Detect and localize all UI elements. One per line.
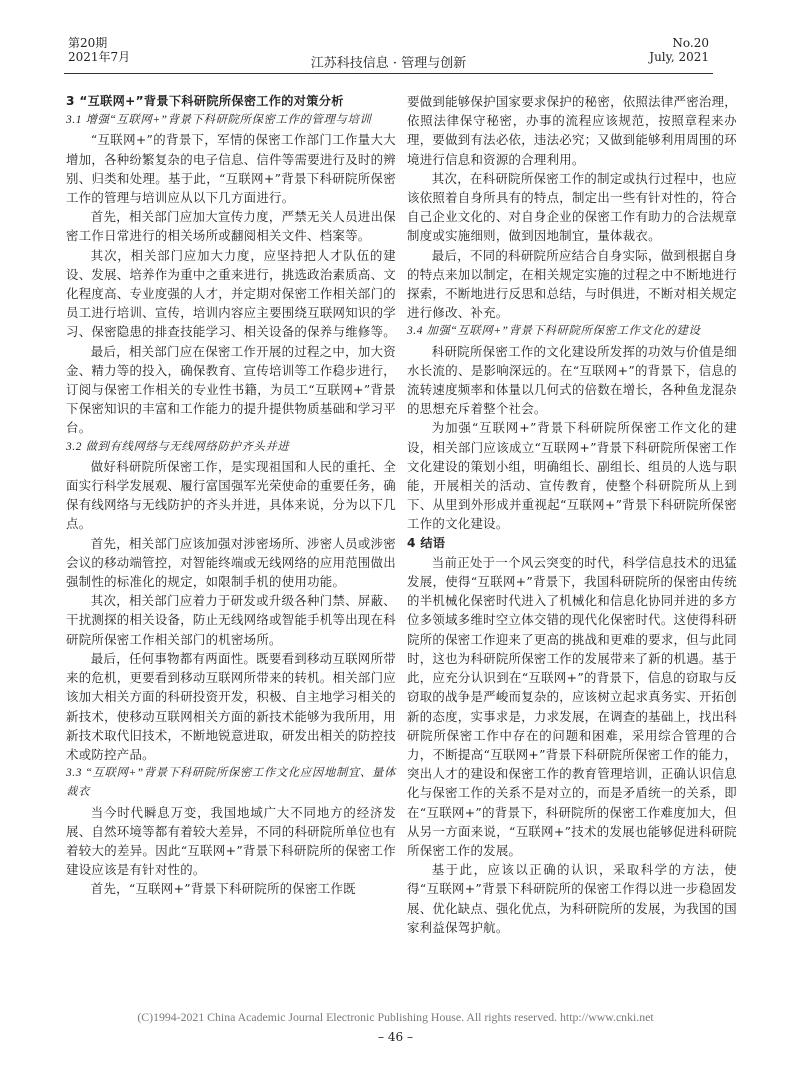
paragraph: 当今时代瞬息万变，我国地域广大不同地方的经济发展、自然环境等都有着较大差异，不同的科研院所单位也有着较大的差异。因此“互联网+”背景下科研院所的保密工作建设应该是有针对性的。 — [66, 804, 396, 878]
right-column — [407, 92, 737, 937]
issue-en: No.20 — [672, 36, 709, 50]
paragraph: 当前正处于一个风云突变的时代，科学信息技术的迅猛发展，使得“互联网+”背景下，我国科研院所的保密由传统的半机械化保密时代进入了机械化和信息化协同并进的多方位多领域多维时空立体交错的现代化保密时代。这使得科研院所的保密工作迎来了更高的挑战和更难的要求，但与此同时，这也为科研院所保密工作的发展带来了新的机遇。基于此，应充分认识到在“互联网+”的背景下，信息的窃取与反窃取的战争是严峻而复杂的，应该树立起求真务实、开拓创新的态度，实事求是，力求发展，在调查的基础上，找出科研院所保密工作中存在的问题和困难，采用综合管理的合力，不断提高“互联网+”背景下科研院所保密工作的能力，突出人才的建设和保密工作的教育管理培训，正确认识信息化与保密工作的关系不是对立的，而是矛盾统一的关系，即在“互联网+”的背景下，科研院所的保密工作难度加大，但从另一方面来说，“互联网+”技术的发展也能够促进科研院所保密工作的发展。 — [407, 554, 737, 858]
paragraph: 基于此，应该以正确的认识，采取科学的方法，使得“互联网+”背景下科研院所的保密工作得以进一步稳固发展、优化缺点、强化优点，为科研院所的发展，为我国的国家利益保驾护航。 — [407, 862, 737, 935]
paragraph: 首先，“互联网+”背景下科研院所的保密工作既 — [90, 881, 356, 897]
page-header — [68, 30, 709, 70]
subsection-heading: 3.1 增强“互联网+”背景下科研院所保密工作的管理与培训 — [66, 114, 372, 127]
paragraph: 其次，相关部门应着力于研发或升级各种门禁、屏蔽、干扰测探的相关设备，防止无线网络或智能手机等出现在科研院所保密工作相关部门的机密场所。 — [66, 593, 396, 647]
header-right — [649, 36, 709, 64]
date-cn: 2021年7月 — [68, 50, 131, 64]
paragraph: 最后，相关部门应在保密工作开展的过程之中，加大资金、精力等的投入，确保教育、宣传培训等工作稳步进行，订阅与保密工作相关的专业性书籍，为员工“互联网+”背景下保密知识的丰富和工作能力的提升提供物质基础和学习平台。 — [66, 343, 396, 436]
header-rule — [64, 73, 713, 74]
paragraph: 要做到能够保护国家要求保护的秘密，依照法律严密治理，依照法律保守秘密，办事的流程应该规范，按照章程来办理，要做到有法必依，违法必究；又做到能够利用周围的环境进行信息和资源的合理利用。 — [407, 94, 737, 167]
paragraph: 科研院所保密工作的文化建设所发挥的功效与价值是细水长流的、是影响深远的。在“互联网+”的背景下，信息的流转速度频率和体量以几何式的倍数在增长，各种鱼龙混杂的思想充斥着整个社会。 — [407, 343, 737, 417]
left-column — [66, 92, 396, 899]
paragraph: 为加强“互联网+”背景下科研院所保密工作文化的建设，相关部门应该成立“互联网+”背景下科研院所保密工作文化建设的策划小组，明确组长、副组长、组员的人选与职能，开展相关的活动、宣传教育，使整个科研院所从上到下、从里到外形成并重视起“互联网+”背景下科研院所保密工作的文化建设。 — [407, 420, 737, 532]
date-en: July, 2021 — [649, 50, 709, 64]
paragraph: 首先，相关部门应加大宣传力度，严禁无关人员进出保密工作日常进行的相关场所或翻阅相关文件、档案等。 — [66, 209, 396, 244]
paragraph: 做好科研院所保密工作，是实现祖国和人民的重托、全面实行科学发展观、履行富国强军光荣使命的重要任务，确保有线网络与无线防护的齐头并进，具体来说，分为以下几点。 — [66, 458, 396, 532]
page-number: – 46 – — [378, 1030, 413, 1044]
issue-cn: 第20期 — [68, 36, 108, 50]
paragraph: “互联网+”的背景下，军情的保密工作部门工作量大大增加，各种纷繁复杂的电子信息、信件等需要进行及时的辨别、归类和处理。基于此，“互联网+”背景下科研院所保密工作的管理与培训应从以下几方面进行。 — [66, 132, 396, 206]
journal-title: 江苏科技信息 · 管理与创新 — [310, 56, 467, 71]
paragraph: 首先，相关部门应该加强对涉密场所、涉密人员或涉密会议的移动端管控，对智能终端或无线网络的应用范围做出强制性的标准化的规定，如限制手机的使用功能。 — [66, 535, 396, 590]
paragraph: 其次，在科研院所保密工作的制定或执行过程中，也应该依照着自身所具有的特点，制定出一些有针对性的，符合自己企业文化的、对自身企业的保密工作有助力的合法规章制度或实施细则，做到因地制宜，量体裁衣。 — [407, 170, 737, 244]
paragraph: 最后，任何事物都有两面性。既要看到移动互联网所带来的危机，更要看到移动互联网所带来的转机。相关部门应该加大相关方面的科研投资开发，积极、自主地学习相关的新技术，使移动互联网相关方面的新技术能够为我所用，用新技术取代旧技术，不断地锐意进取，研发出相关的防控技术或防控产品。 — [66, 650, 396, 762]
subsection-heading: 3.4 加强“互联网+”背景下科研院所保密工作文化的建设 — [407, 325, 701, 338]
section-heading: 4 结语 — [407, 535, 446, 550]
subsection-heading: 3.2 做到有线网络与无线网络防护齐头并进 — [66, 440, 290, 453]
paragraph: 最后，不同的科研院所应结合自身实际，做到根据自身的特点来加以制定，在相关规定实施的过程之中不断地进行探索，不断地进行反思和总结，与时俱进，不断对相关规定进行修改、补充。 — [407, 247, 737, 321]
copyright-footer: (C)1994-2021 China Academic Journal Electronic Publishing House. All rights reserved. http://www.cnki.net — [137, 1010, 654, 1024]
subsection-heading: 3.3 “互联网+”背景下科研院所保密工作文化应因地制宜、量体裁衣 — [66, 767, 396, 799]
section-heading: 3 “互联网+”背景下科研院所保密工作的对策分析 — [66, 94, 344, 108]
paragraph: 其次，相关部门应加大力度，应坚持把人才队伍的建设、发展、培养作为重中之重来进行，挑选政治素质高、文化程度高、专业度强的人才，并定期对保密工作相关部门的员工进行培训、宣传，培训内容应主要围绕互联网知识的学习、保密隐患的排查技能学习、相关设备的保养与维修等。 — [66, 247, 396, 340]
